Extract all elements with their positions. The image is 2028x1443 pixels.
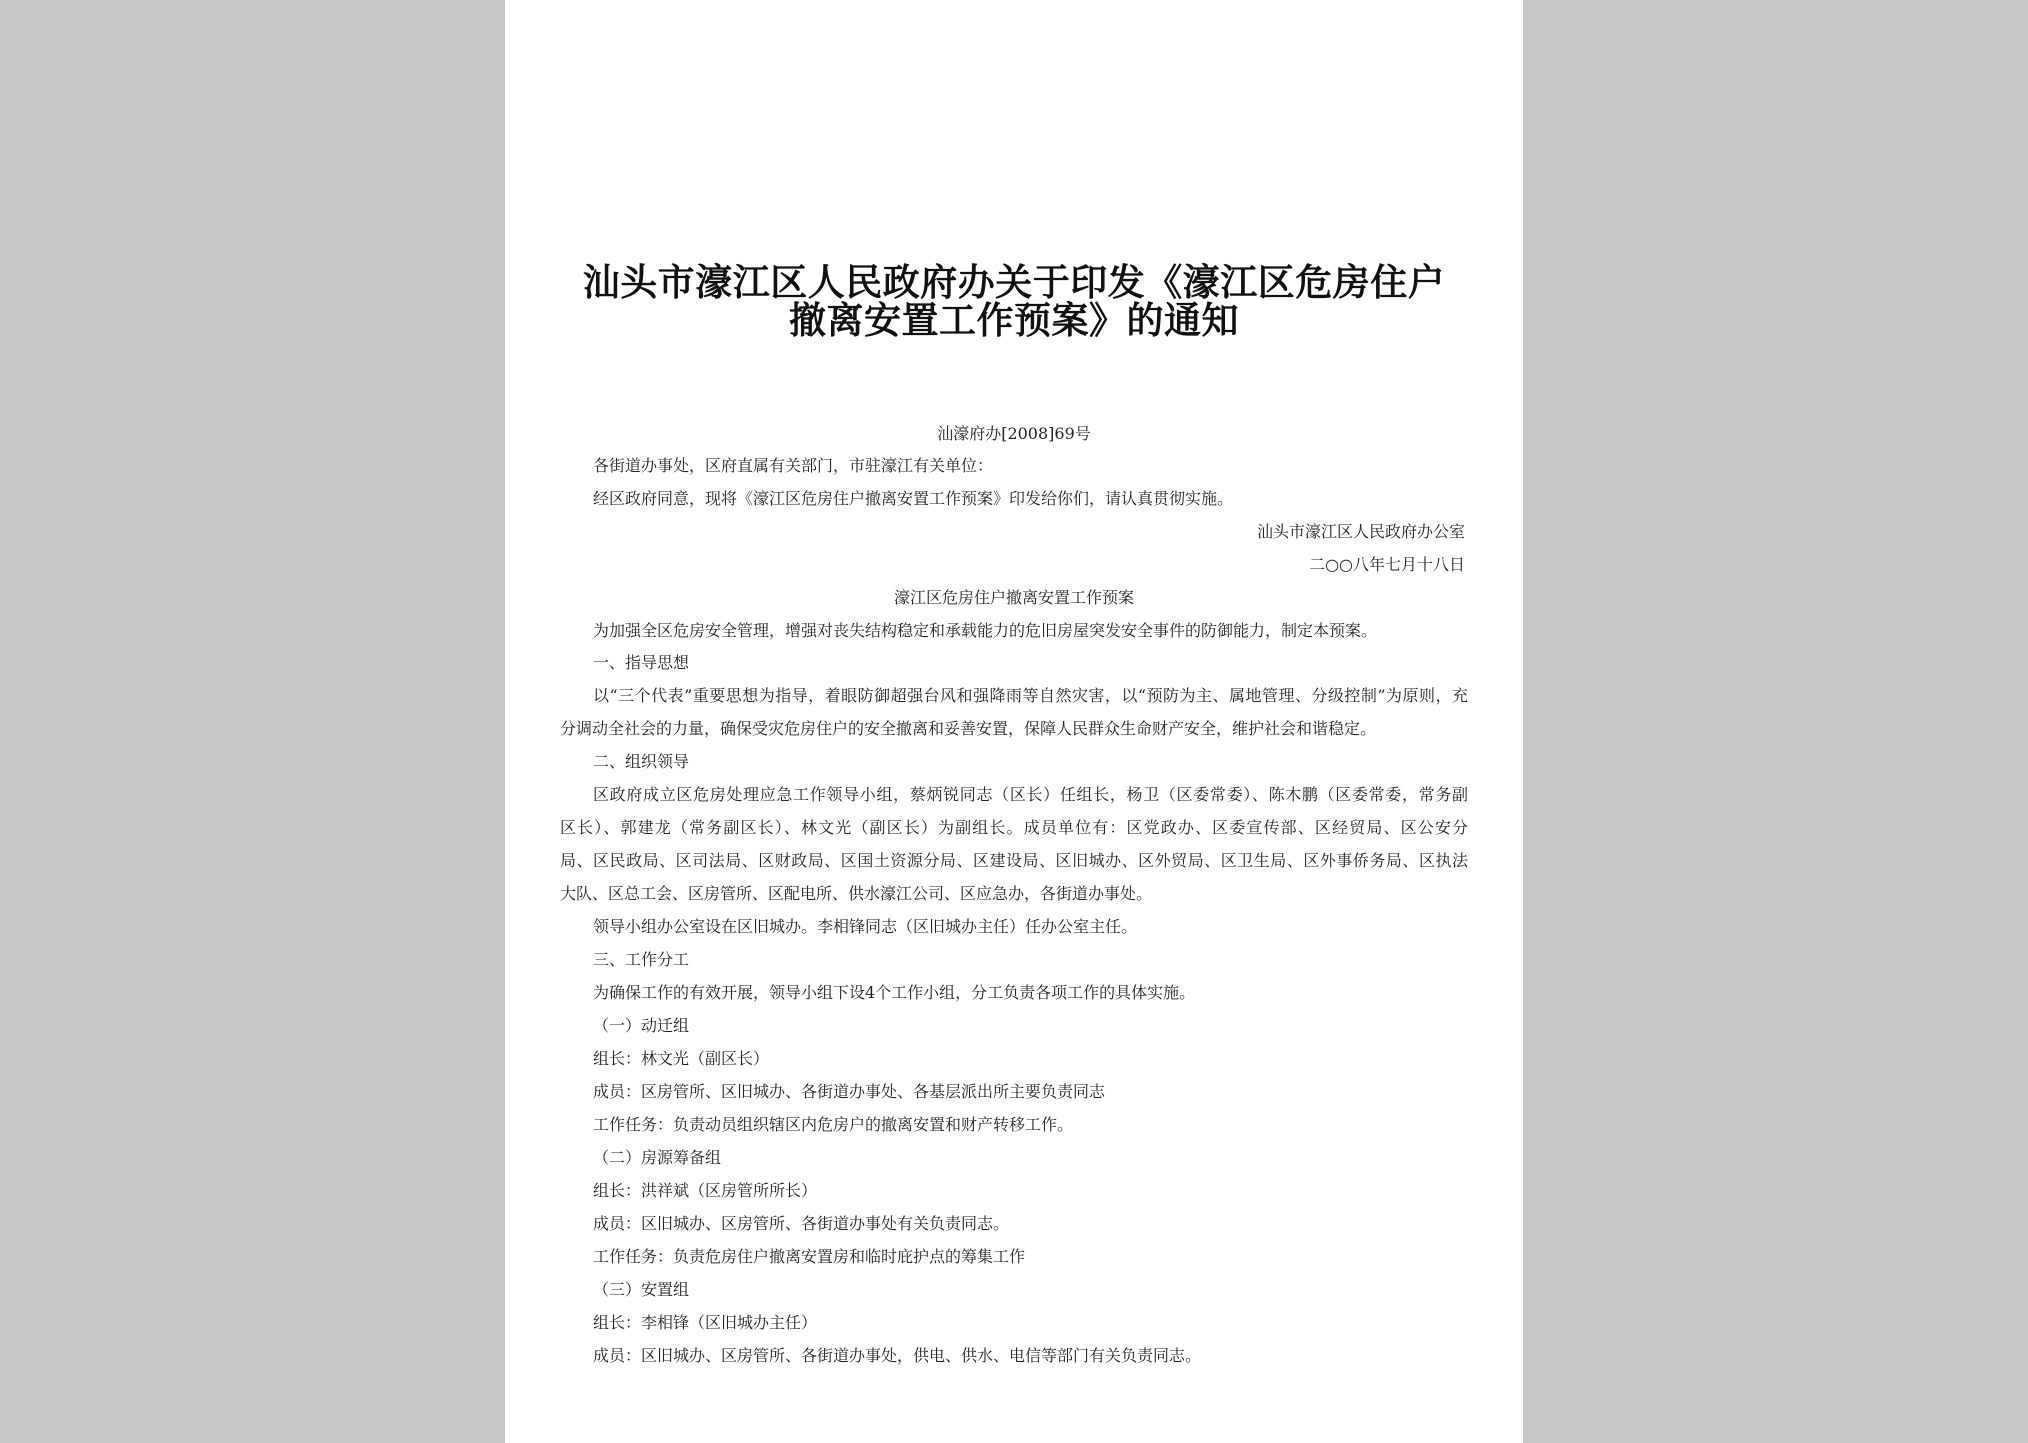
group-1-task: 工作任务：负责动员组织辖区内危房户的撤离安置和财产转移工作。 [593,1115,1074,1134]
section-2-paragraph-line-2: 区长）、郭建龙（常务副区长）、林文光（副区长）为副组长。成员单位有：区党政办、区委宣传部、区经贸局、区公安分 [560,818,1468,837]
issuer: 汕头市濠江区人民政府办公室 [1256,522,1465,541]
section-1-paragraph-line-2: 分调动全社会的力量，确保受灾危房住户的安全撤离和妥善安置，保障人民群众生命财产安全，维护社会和谐稳定。 [560,719,1377,738]
group-3-members: 成员：区旧城办、区房管所、各街道办事处，供电、供水、电信等部门有关负责同志。 [593,1346,1202,1365]
section-1-heading: 一、指导思想 [593,653,690,672]
section-3-intro: 为确保工作的有效开展，领导小组下设4个工作小组，分工负责各项工作的具体实施。 [593,983,1196,1002]
document-title [505,260,1523,342]
section-2-paragraph-line-4: 大队、区总工会、区房管所、区配电所、供水濠江公司、区应急办，各街道办事处。 [560,884,1153,903]
group-1-heading: （一）动迁组 [593,1016,690,1035]
group-2-task: 工作任务：负责危房住户撤离安置房和临时庇护点的筹集工作 [593,1247,1026,1266]
group-3-leader: 组长：李相锋（区旧城办主任） [593,1313,818,1332]
doc-number: 汕濠府办[2008]69号 [937,424,1091,443]
section-2-heading: 二、组织领导 [593,752,690,771]
group-2-leader: 组长：洪祥斌（区房管所所长） [593,1181,818,1200]
title-line-1: 汕头市濠江区人民政府办关于印发《濠江区危房住户 [582,260,1446,304]
plan-title: 濠江区危房住户撤离安置工作预案 [893,588,1134,607]
issue-date: 二○○八年七月十八日 [1309,555,1465,574]
document-page [505,0,1523,1443]
section-3-heading: 三、工作分工 [593,950,690,969]
section-2-office: 领导小组办公室设在区旧城办。李相锋同志（区旧城办主任）任办公室主任。 [593,917,1138,936]
section-1-paragraph-line-1: 以“三个代表”重要思想为指导，着眼防御超强台风和强降雨等自然灾害，以“预防为主、属地管理、分级控制”为原则，充 [593,686,1468,705]
group-2-members: 成员：区旧城办、区房管所、各街道办事处有关负责同志。 [593,1214,1010,1233]
intro-paragraph: 经区政府同意，现将《濠江区危房住户撤离安置工作预案》印发给你们，请认真贯彻实施。 [593,489,1234,508]
group-1-leader: 组长：林文光（副区长） [593,1049,770,1068]
title-line-2: 撤离安置工作预案》的通知 [789,298,1239,342]
section-2-paragraph-line-1: 区政府成立区危房处理应急工作领导小组，蔡炳锐同志（区长）任组长，杨卫（区委常委）、陈木鹏（区委常委，常务副 [593,785,1468,804]
plan-intro: 为加强全区危房安全管理，增强对丧失结构稳定和承载能力的危旧房屋突发安全事件的防御能力，制定本预案。 [593,621,1378,640]
group-3-heading: （三）安置组 [593,1280,690,1299]
group-2-heading: （二）房源筹备组 [593,1148,722,1167]
addressee: 各街道办事处，区府直属有关部门，市驻濠江有关单位： [593,456,994,475]
section-2-paragraph-line-3: 局、区民政局、区司法局、区财政局、区国土资源分局、区建设局、区旧城办、区外贸局、区卫生局、区外事侨务局、区执法 [560,851,1468,870]
group-1-members: 成员：区房管所、区旧城办、各街道办事处、各基层派出所主要负责同志 [593,1082,1106,1101]
